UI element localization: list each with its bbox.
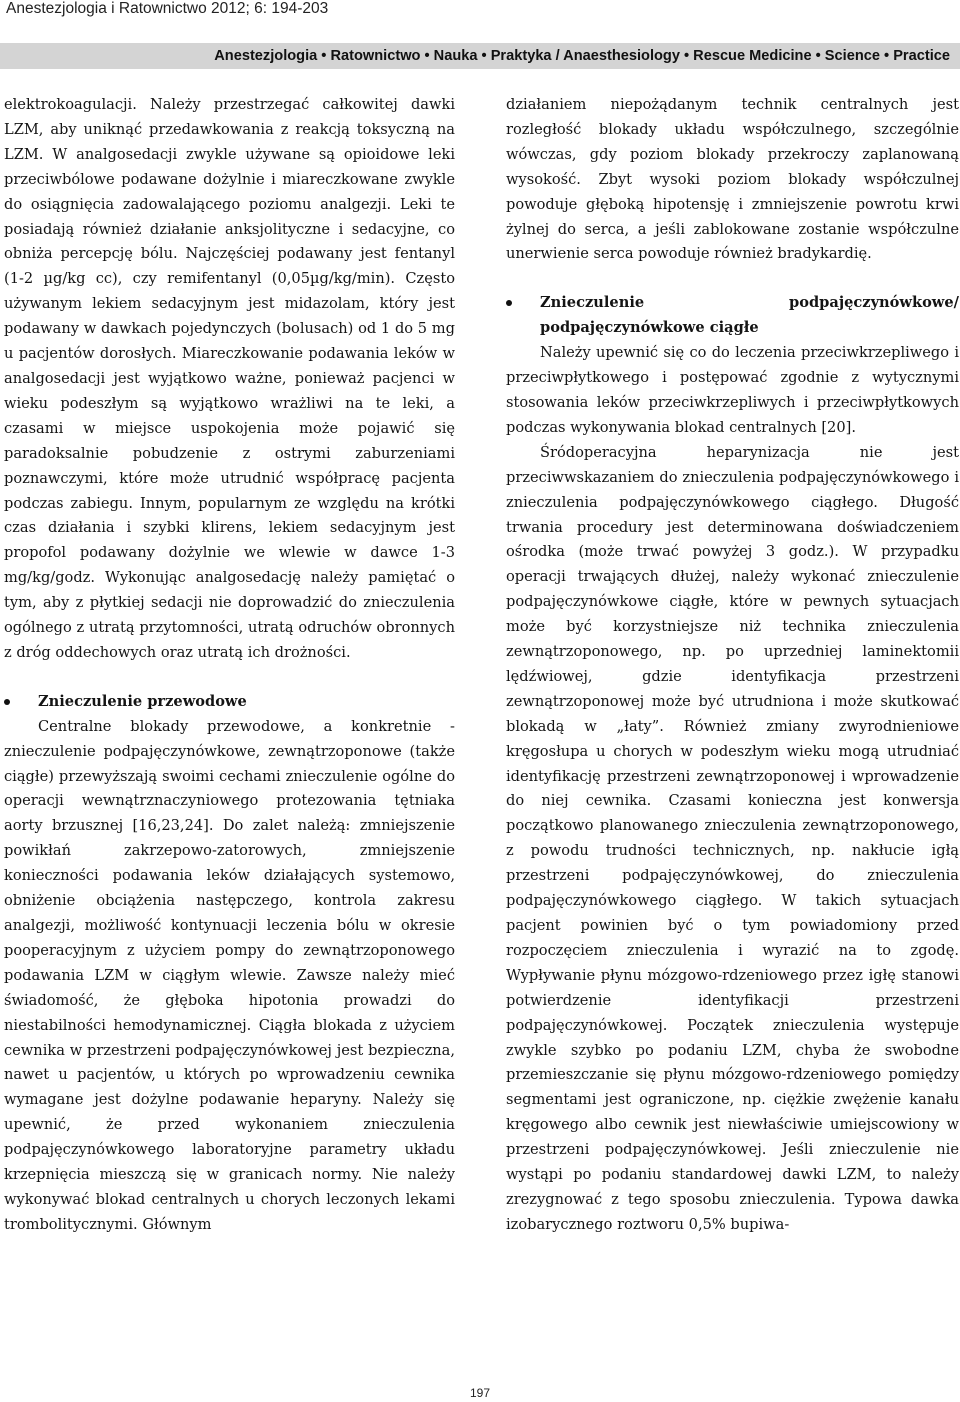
right-paragraph-2: Należy upewnić się co do leczenia przeciwkrzepliwego i przeciwpłytkowego i postępować zgodnie z wytycznymi stosowania leków przeciwkrzepliwych i przeciwpłytkowych podczas wykonywania blokad centralnych [20]. <box>506 344 959 436</box>
right-paragraph-3: Śródoperacyjna heparynizacja nie jest przeciwwskazaniem do znieczulenia podpajęczynówkowego i znieczulenia podpajęczynówkowego ciągłego. Długość trwania procedury jest determinowana doświadczeniem ośrodka (może trwać powyżej 3 godz.). W przypadku operacji trwających dłużej, należy wykonać znieczulenie podpajęczynówkowe ciągłe, które w pewnych sytuacjach może być korzystniejsze niż technika znieczulenia zewnątrzoponowego, np. po uprzedniej laminektomii lędźwiowej, gdzie identyfikacja przestrzeni zewnątrzoponowej może być utrudniona i może skutkować blokadą w „łaty”. Również zmiany zwyrodnieniowe kręgosłupa u chorych w podeszłym wieku mogą utrudniać identyfikację przestrzeni zewnątrzoponowej i wprowadzenie do niej cewnika. Czasami konieczna jest konwersja początkowo planowanego znieczulenia zewnątrzoponowego, z powodu trudności technicznych, np. nakłucie igłą przestrzeni podpajęczynówkowej, do znieczulenia podpajęczynówkowego ciągłego. W takich sytuacjach pacjent powinien być o tym powiadomiony przed rozpoczęciem znieczulenia i wyrazić na to zgodę. Wypływanie płynu mózgowo-rdzeniowego przez igłę stanowi potwierdzenie identyfikacji przestrzeni podpajęczynówkowej. Początek znieczulenia występuje zwykle szybko po podaniu LZM, chyba że swobodne przemieszczanie się płynu mózgowo-rdzeniowego pomiędzy segmentami jest ograniczone, np. ciężkie zwężenie kanału kręgowego albo cewnik jest niewłaściwie umiejscowiony w przestrzeni podpajęczynówkowej. Jeśli znieczulenie nie wystąpi po podaniu standardowej dawki LZM, to należy zrezygnować z tego sposobu znieczulenia. Typowa dawka izobarycznego roztworu 0,5% bupiwa- <box>506 443 959 1233</box>
section-heading-przewodowe <box>4 690 455 715</box>
left-paragraph-1: elektrokoagulacji. Należy przestrzegać całkowitej dawki LZM, aby uniknąć przedawkowania z reakcją toksyczną na LZM. W analgosedacji zwykle używane są opioidowe leki przeciwbólowe podawane dożylnie i miareczkowane zwykle do osiągnięcia zadowalającego poziomu analgezji. Leki te posiadają również działanie anksjolityczne i sedacyjne, co obniża percepcję bólu. Najczęściej podawany jest fentanyl (1-2 µg/kg cc), czy remifentanyl (0,05µg/kg/min). Często używanym lekiem sedacyjnym jest midazolam, który jest podawany w dawkach pojedynczych (bolusach) od 1 do 5 mg u pacjentów dorosłych. Miareczkowanie podawania leków w analgosedacji jest wyjątkowo ważne, ponieważ pacjenci w wieku podeszłym są wyjątkowo wrażliwi na te leki, a czasami w miejsce uspokojenia może pojawić się paradoksalnie pobudzenie z ostrymi zaburzeniami poznawczymi, które może utrudnić współpracę pacjenta podczas zabiegu. Innym, popularnym ze względu na krótki czas działania i szybki klirens, lekiem sedacyjnym jest propofol podawany dożylnie we wlewie w dawce 1-3 mg/kg/godz. Wykonując analgosedację należy pamiętać o tym, aby z płytkiej sedacji nie doprowadzić do znieczulenia ogólnego z utratą przytomności, utratą odruchów obronnych z dróg oddechowych oraz utratą ich drożności. <box>4 96 455 661</box>
section-heading-text: Znieczulenie przewodowe <box>38 692 247 710</box>
right-column <box>506 93 959 1238</box>
section-heading-text: Znieczulenie podpajęczynówkowe/ podpajęczynówkowe ciągłe <box>540 294 959 337</box>
running-head: Anestezjologia i Ratownictwo 2012; 6: 194-203 <box>6 0 329 17</box>
journal-banner: Anestezjologia • Ratownictwo • Nauka • Praktyka / Anaesthesiology • Rescue Medicine • Science • Practice <box>0 43 960 69</box>
left-column <box>4 93 455 1238</box>
bullet-icon <box>4 699 10 705</box>
page-number: 197 <box>469 1386 491 1400</box>
section-heading-podpajeczynowkowe <box>506 291 959 341</box>
right-paragraph-1: działaniem niepożądanym technik centralnych jest rozległość blokady układu współczulnego, szczególnie wówczas, gdy poziom blokady przekroczy zaplanowaną wysokość. Zbyt wysoki poziom blokady współczulnej powoduje głęboką hipotensję i zmniejszenie powrotu krwi żylnej do serca, a jeśli zablokowane zostanie współczulne unerwienie serca powoduje również bradykardię. <box>506 96 959 263</box>
bullet-icon <box>506 300 512 306</box>
left-paragraph-2: Centralne blokady przewodowe, a konkretnie - znieczulenie podpajęczynówkowe, zewnątrzoponowe (także ciągłe) przewyższają swoimi cechami znieczulenie ogólne do operacji wewnątrznaczyniowego protezowania tętniaka aorty brzusznej [16,23,24]. Do zalet należą: zmniejszenie powikłań zakrzepowo-zatorowych, zmniejszenie konieczności podawania leków działających systemowo, obniżenie obciążenia następczego, kontrola zakresu analgezji, możliwość kontynuacji leczenia bólu w okresie pooperacyjnym z użyciem pompy do zewnątrzoponowego podawania LZM w ciągłym wlewie. Zawsze należy mieć świadomość, że głęboka hipotonia prowadzi do niestabilności hemodynamicznej. Ciągła blokada z użyciem cewnika w przestrzeni podpajęczynówkowej jest bezpieczna, nawet u pacjentów, u których po wprowadzeniu cewnika wymagane jest dożylne podawanie heparyny. Należy się upewnić, że przed wykonaniem znieczulenia podpajęczynówkowego laboratoryjne parametry układu krzepnięcia mieszczą się w granicach normy. Nie należy wykonywać blokad centralnych u chorych leczonych lekami trombolitycznymi. Głównym <box>4 717 455 1233</box>
